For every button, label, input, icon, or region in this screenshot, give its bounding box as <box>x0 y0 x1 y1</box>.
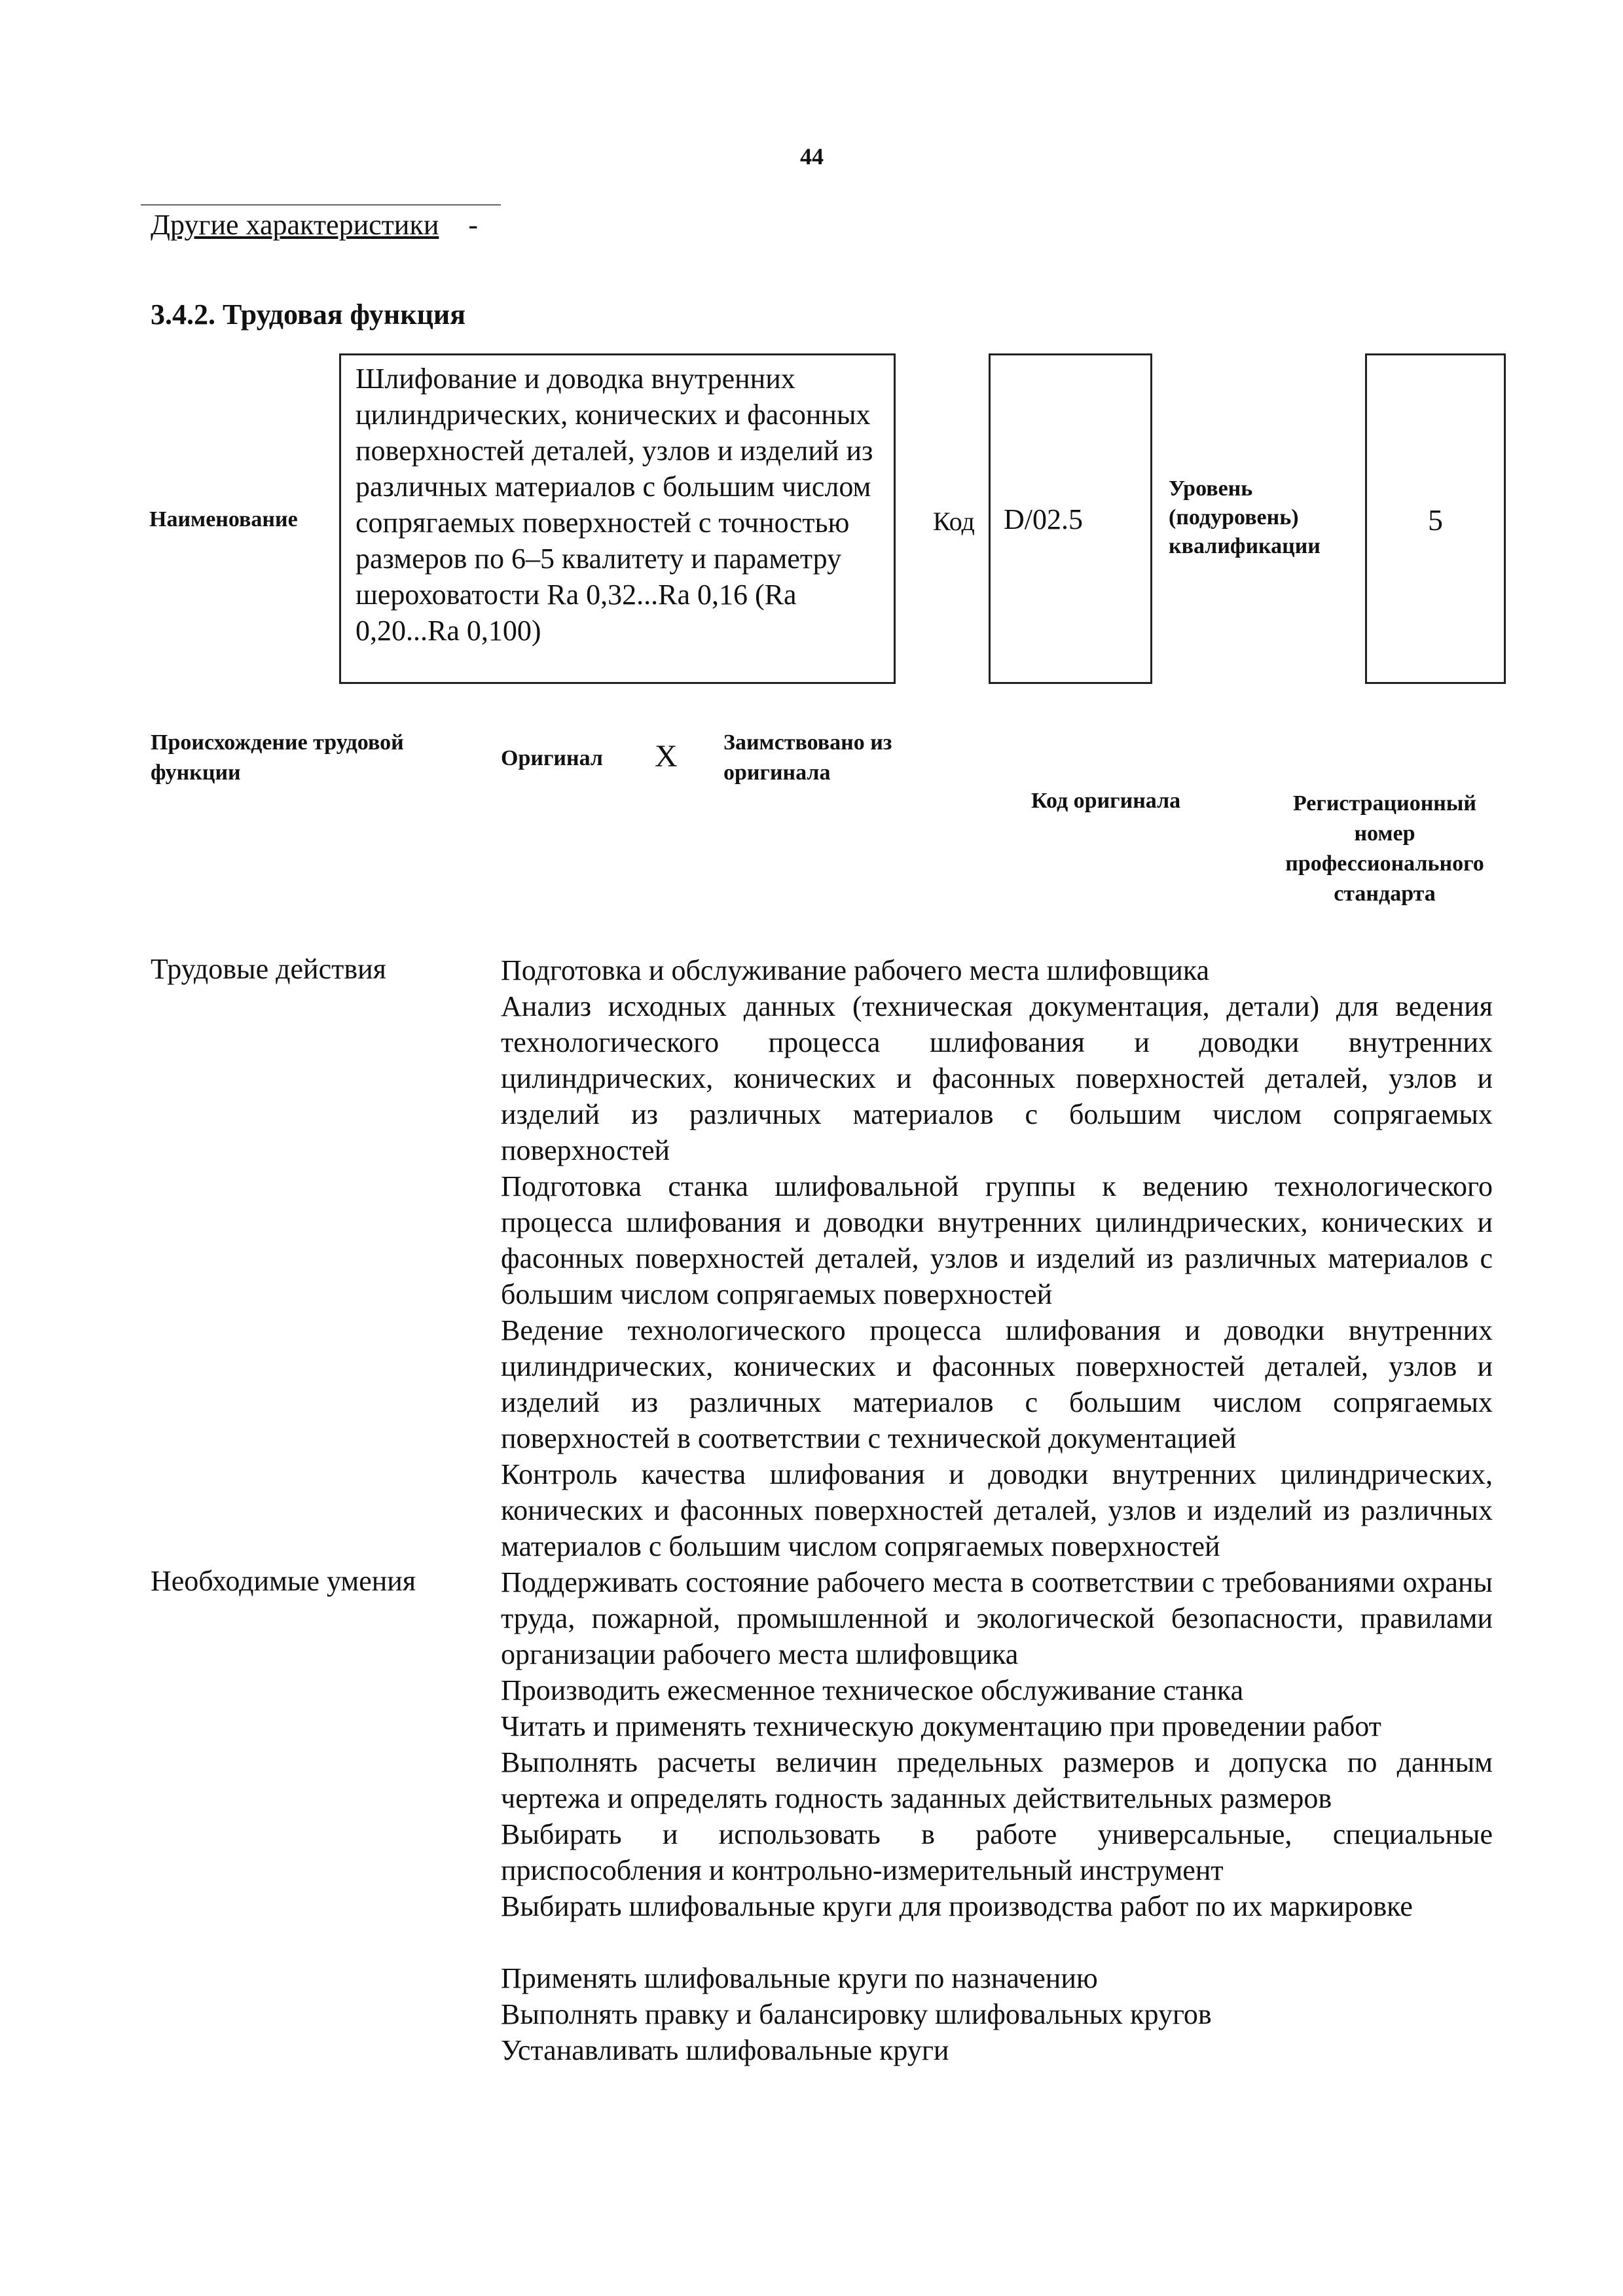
code-label: Код <box>933 507 975 536</box>
borrowed-label: Заимствовано из оригинала <box>723 730 892 785</box>
function-name-box <box>339 353 896 684</box>
code-box <box>989 353 1152 684</box>
top-divider <box>141 204 501 206</box>
skill-item: Выполнять расчеты величин предельных размеров и допуска по данным чертежа и определять годность заданных действительных размеров <box>501 1746 1493 1814</box>
skill-item: Применять шлифовальные круги по назначению <box>501 1962 1098 1994</box>
qualification-level-box <box>1365 353 1506 684</box>
origin-label: Происхождение трудовой функции <box>151 730 404 785</box>
original-label: Оригинал <box>501 746 603 770</box>
qualification-level-label: Уровень (подуровень) квалификации <box>1169 476 1321 558</box>
skill-item: Читать и применять техническую документацию при проведении работ <box>501 1710 1381 1742</box>
other-characteristics-value: - <box>468 209 479 241</box>
skill-item: Устанавливать шлифовальные круги <box>501 2034 949 2066</box>
original-mark: X <box>655 739 678 774</box>
other-characteristics <box>151 208 478 242</box>
required-skills-label: Необходимые умения <box>151 1565 416 1597</box>
skill-item: Выполнять правку и балансировку шлифовальных кругов <box>501 1998 1212 2030</box>
original-code-label: Код оригинала <box>1031 789 1181 813</box>
skill-item: Выбирать и использовать в работе универсальные, специальные приспособления и контрольно-измерительный инструмент <box>501 1818 1493 1886</box>
labor-action-item: Анализ исходных данных (техническая документация, детали) для ведения технологического процесса шлифования и доводки внутренних цилиндрических, конических и фасонных поверхностей деталей, узлов и изделий из различных материалов с большим числом сопрягаемых поверхностей <box>501 990 1493 1166</box>
name-label: Наименование <box>149 507 298 531</box>
function-name-value: Шлифование и доводка внутренних цилиндрических, конических и фасонных поверхностей деталей, узлов и изделий из различных материалов с большим числом сопрягаемых поверхностей с точностью размеров по 6–5 квалитету и параметру шероховатости Ra 0,32...Ra 0,16 (Ra 0,20...Ra 0,100) <box>356 363 873 647</box>
skill-item: Поддерживать состояние рабочего места в соответствии с требованиями охраны труда, пожарной, промышленной и экологической безопасности, правилами организации рабочего места шлифовщика <box>501 1566 1493 1670</box>
labor-action-item: Контроль качества шлифования и доводки внутренних цилиндрических, конических и фасонных поверхностей деталей, узлов и изделий из различных материалов с большим числом сопрягаемых поверхностей <box>501 1458 1493 1562</box>
labor-action-item: Подготовка и обслуживание рабочего места шлифовщика <box>501 954 1210 986</box>
skill-item: Производить ежесменное техническое обслуживание станка <box>501 1674 1244 1706</box>
section-title: 3.4.2. Трудовая функция <box>151 298 466 331</box>
labor-actions-label: Трудовые действия <box>151 953 386 985</box>
page-number: 44 <box>800 143 824 170</box>
labor-action-item: Подготовка станка шлифовальной группы к ведению технологического процесса шлифования и доводки внутренних цилиндрических, конических и фасонных поверхностей деталей, узлов и изделий из различных материалов с большим числом сопрягаемых поверхностей <box>501 1170 1493 1310</box>
qualification-level-value: 5 <box>1428 503 1443 537</box>
labor-action-item: Ведение технологического процесса шлифования и доводки внутренних цилиндрических, конических и фасонных поверхностей деталей, узлов и изделий из различных материалов с большим числом сопрягаемых поверхностей в соответствии с технической документацией <box>501 1314 1493 1454</box>
code-value: D/02.5 <box>1004 503 1083 535</box>
skill-item: Выбирать шлифовальные круги для производства работ по их маркировке <box>501 1890 1413 1922</box>
registration-number-label: Регистрационный номер профессионального стандарта <box>1285 791 1484 906</box>
other-characteristics-label: Другие характеристики <box>151 209 439 241</box>
